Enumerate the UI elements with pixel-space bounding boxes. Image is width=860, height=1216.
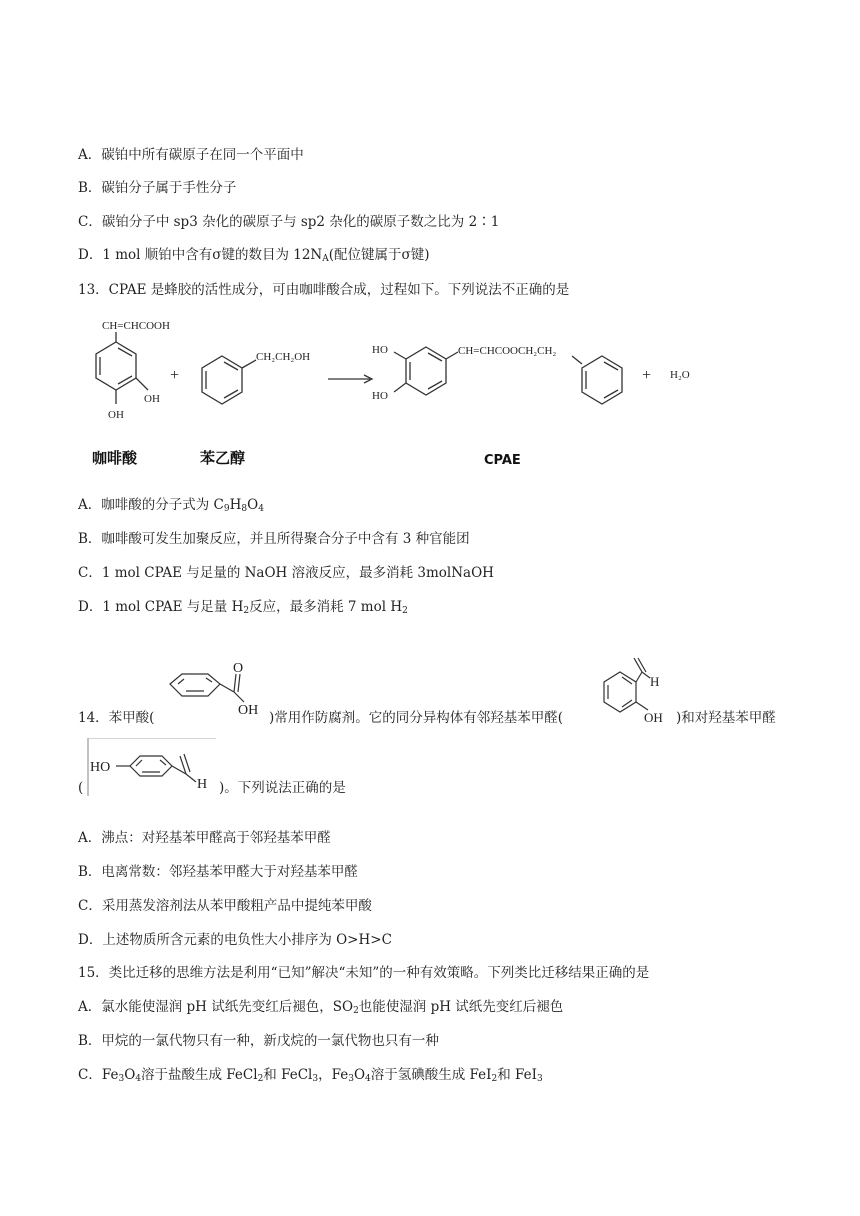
benzoic-acid-structure [156,660,268,726]
q13-d-sub: 2 [243,606,250,616]
phenylethanol-group: CH₂CH₂OH [256,351,311,363]
q15-c-s2: 4 [135,1074,141,1084]
salicyl-oh: OH [644,710,663,725]
plus-sign-2: + [642,367,652,384]
p-hydroxybenzaldehyde-structure [86,738,220,798]
cpae-ho-top: HO [372,344,388,356]
q15-option-c [78,1066,543,1088]
q15-c-s4: 3 [312,1074,319,1084]
para-h: H [197,777,208,792]
q12-option-b: B．碳铂分子属于手性分子 [78,180,237,196]
water: H₂O [670,369,690,381]
label-cpae: CPAE [484,453,521,468]
q15-c-s6: 4 [365,1074,371,1084]
q13-option-c: C．1 mol CPAE 与足量的 NaOH 溶液反应，最多消耗 3molNaOH [78,565,494,581]
q15-c-3: 溶于盐酸生成 FeCl [141,1067,258,1083]
salicylaldehyde-structure [594,650,674,730]
q15-c-4: 和 FeCl [263,1067,313,1083]
q15-c-5: ，Fe [318,1067,349,1083]
plus-sign-1: + [170,367,180,384]
q15-c-s8: 3 [537,1074,543,1084]
q13-stem: 13．CPAE 是蜂胶的活性成分，可由咖啡酸合成，过程如下。下列说法不正确的是 [78,282,570,298]
q12-d-post: (配位键属于σ键) [328,247,430,263]
q15-a-post: 也能使湿润 pH 试纸先变红后褪色 [358,999,564,1015]
q14-option-d: D．上述物质所含元素的电负性大小排序为 O>H>C [78,932,392,948]
label-caffeic-acid: 咖啡酸 [92,449,138,467]
caffeic-oh-meta: OH [144,393,160,405]
q15-c-s3: 2 [257,1074,264,1084]
q14-stem-part3: )和对羟基苯甲醛 [676,710,776,726]
para-ho: HO [90,760,111,775]
caffeic-side-chain: CH=CHCOOH [102,320,170,332]
label-phenylethanol: 苯乙醇 [200,449,246,467]
q13-d-sub2: 2 [402,606,408,616]
q14-stem-part5: )。下列说法正确的是 [219,780,346,796]
q14-option-c: C．采用蒸发溶剂法从苯甲酸粗产品中提纯苯甲酸 [78,898,372,914]
q13-option-d [78,598,408,620]
q15-c-s5: 3 [348,1074,354,1084]
q13-option-b: B．咖啡酸可发生加聚反应，并且所得聚合分子中含有 3 种官能团 [78,531,470,547]
cpae-chain: CH=CHCOOCH₂CH₂ [458,345,557,357]
q13-a-sub2: 8 [241,504,248,514]
caffeic-oh-para: OH [108,409,124,421]
q15-option-b: B．甲烷的一氯代物只有一种，新戊烷的一氯代物也只有一种 [78,1033,439,1049]
q15-a-pre: A．氯水能使湿润 pH 试纸先变红后褪色，SO [78,999,354,1015]
q13-a-sub3: 4 [258,504,264,514]
q13-d-mid: 反应，最多消耗 7 mol H [249,599,403,615]
benzoic-o: O [233,661,244,676]
q13-reaction-scheme [78,312,718,472]
q15-c-2: O [124,1067,136,1083]
q12-d-sub: A [322,254,329,264]
q15-c-s1: 3 [118,1074,125,1084]
q15-a-sub: 2 [353,1006,359,1016]
cpae-ho-bottom: HO [372,390,388,402]
q12-option-c: C．碳铂分子中 sp3 杂化的碳原子与 sp2 杂化的碳原子数之比为 2∶1 [78,214,500,230]
q14-option-a: A．沸点：对羟基苯甲醛高于邻羟基苯甲醛 [78,830,331,846]
q15-c-8: 和 FeI [497,1067,537,1083]
q14-stem-part4: ( [78,780,84,796]
q13-a-o: O [247,497,259,513]
q15-c-1: C．Fe [78,1067,119,1083]
q15-c-s7: 2 [491,1074,498,1084]
q14-stem-part2: )常用作防腐剂。它的同分异构体有邻羟基苯甲醛( [269,710,564,726]
q15-option-a [78,998,563,1020]
q13-d-text: D．1 mol CPAE 与足量 H [78,599,244,615]
q12-d-pre: D．1 mol 顺铂中含有σ键的数目为 12N [78,247,323,263]
q15-stem: 15．类比迁移的思维方法是利用“已知”解决“未知”的一种有效策略。下列类比迁移结果正确的是 [78,965,650,981]
q15-c-7: 溶于氢碘酸生成 FeI [370,1067,492,1083]
q13-a-h: H [229,497,242,513]
q13-a-text: A．咖啡酸的分子式为 C [78,497,224,513]
q13-option-a [78,496,264,518]
q14-stem-part1: 14．苯甲酸( [78,710,155,726]
q12-option-d [78,246,430,268]
q13-a-sub1: 9 [223,504,230,514]
q15-c-6: O [353,1067,366,1083]
q12-option-a: A．碳铂中所有碳原子在同一个平面中 [78,147,304,163]
benzoic-oh: OH [238,703,259,718]
salicyl-h: H [650,674,660,689]
q14-option-b: B．电离常数：邻羟基苯甲醛大于对羟基苯甲醛 [78,864,358,880]
